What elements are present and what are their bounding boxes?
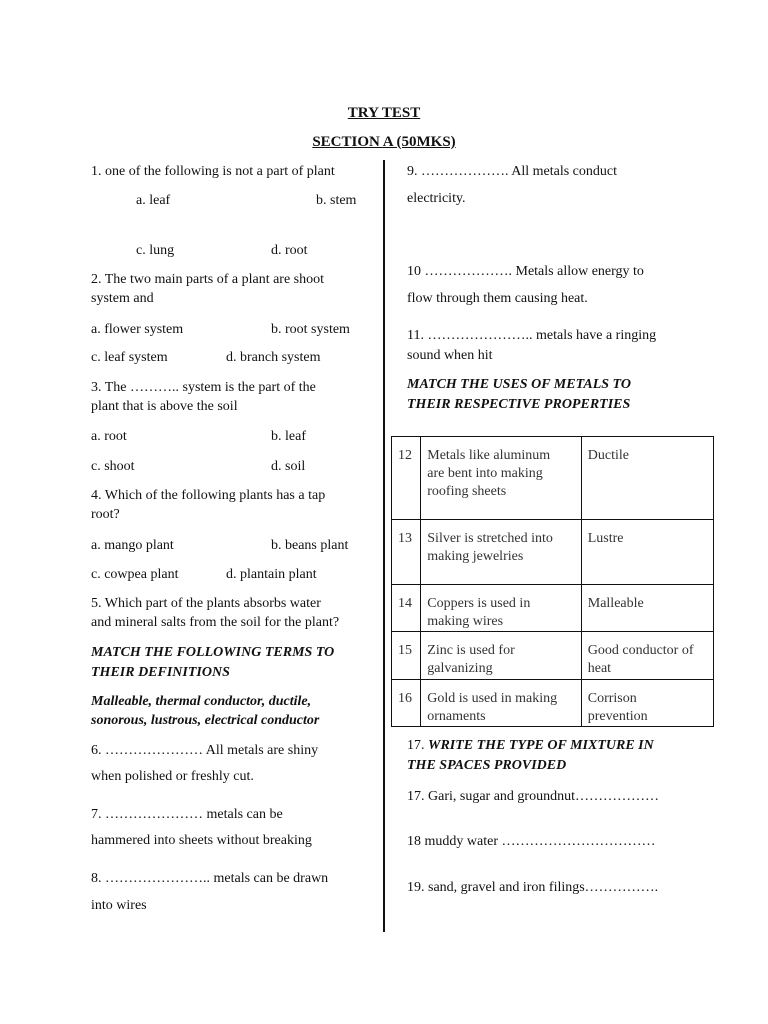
- q4-option-b: b. beans plant: [271, 538, 349, 553]
- q10-text-line1: 10 ………………. Metals allow energy to: [407, 264, 644, 279]
- q1-option-c: c. lung: [136, 243, 175, 258]
- q1-text: 1. one of the following is not a part of plant: [91, 164, 335, 179]
- q9-text-line1: 9. ………………. All metals conduct: [407, 164, 617, 179]
- property-line: Corrison: [587, 691, 637, 706]
- q17-text: 17. Gari, sugar and groundnut………………: [407, 789, 659, 804]
- q2-option-a: a. flower system: [91, 322, 184, 337]
- use-line: Coppers is used in: [427, 596, 531, 611]
- use-cell: [421, 680, 581, 727]
- q7-text-line1: 7. ………………… metals can be: [91, 807, 283, 822]
- q4-option-c: c. cowpea plant: [91, 567, 179, 582]
- terms-list-line1: Malleable, thermal conductor, ductile,: [91, 694, 312, 709]
- use-cell: [421, 585, 581, 632]
- terms-list-line2: sonorous, lustrous, electrical conductor: [91, 713, 320, 728]
- property-cell: [581, 585, 713, 632]
- q8-text-line1: 8. ………………….. metals can be drawn: [91, 871, 329, 886]
- property-cell: [581, 680, 713, 727]
- table-row: [392, 680, 714, 727]
- property-line: Malleable: [587, 596, 644, 611]
- row-number: 12: [392, 437, 421, 520]
- property-line: Ductile: [587, 448, 629, 463]
- use-line: Zinc is used for: [427, 643, 515, 658]
- mixture-heading-text: WRITE THE TYPE OF MIXTURE IN: [428, 738, 654, 753]
- row-number: 14: [392, 585, 421, 632]
- table-row: [392, 585, 714, 632]
- q2-text-line1: 2. The two main parts of a plant are shoot: [91, 272, 325, 287]
- q3-text-line1: 3. The ……….. system is the part of the: [91, 380, 316, 395]
- section-title: SECTION A (50MKS): [312, 134, 456, 150]
- q5-text-line1: 5. Which part of the plants absorbs water: [91, 596, 321, 611]
- table-row: [392, 520, 714, 585]
- column-divider: [383, 160, 385, 932]
- q4-text-line1: 4. Which of the following plants has a tap: [91, 488, 326, 503]
- q3-option-a: a. root: [91, 429, 127, 444]
- q1-option-b: b. stem: [316, 193, 357, 208]
- property-line: heat: [587, 661, 612, 676]
- q11-text-line2: sound when hit: [407, 348, 493, 363]
- row-number: 16: [392, 680, 421, 727]
- q2-text-line2: system and: [91, 291, 154, 306]
- use-line: roofing sheets: [427, 484, 507, 499]
- property-line: prevention: [587, 709, 648, 724]
- q9-text-line2: electricity.: [407, 191, 466, 206]
- q5-text-line2: and mineral salts from the soil for the plant?: [91, 615, 340, 630]
- property-cell: [581, 437, 713, 520]
- table-row: [392, 437, 714, 520]
- property-cell: [581, 520, 713, 585]
- use-line: Silver is stretched into: [427, 531, 553, 546]
- use-line: galvanizing: [427, 661, 493, 676]
- property-line: Good conductor of: [587, 643, 694, 658]
- match-uses-heading-line1: MATCH THE USES OF METALS TO: [407, 377, 631, 392]
- use-cell: [421, 520, 581, 585]
- use-line: are bent into making: [427, 466, 543, 481]
- mixture-heading-line1: [407, 737, 654, 755]
- q1-option-a: a. leaf: [136, 193, 171, 208]
- use-line: Gold is used in making: [427, 691, 558, 706]
- q8-text-line2: into wires: [91, 898, 147, 913]
- match-terms-heading-line1: MATCH THE FOLLOWING TERMS TO: [91, 645, 335, 660]
- q4-option-a: a. mango plant: [91, 538, 174, 553]
- mixture-heading-line2: THE SPACES PROVIDED: [407, 758, 567, 773]
- use-line: making jewelries: [427, 549, 524, 564]
- q7-text-line2: hammered into sheets without breaking: [91, 833, 312, 848]
- q11-text-line1: 11. ………………….. metals have a ringing: [407, 328, 657, 343]
- q6-text-line1: 6. ………………… All metals are shiny: [91, 743, 319, 758]
- q2-option-d: d. branch system: [226, 350, 321, 365]
- q4-text-line2: root?: [91, 507, 120, 522]
- q19-text: 19. sand, gravel and iron filings…………….: [407, 880, 659, 895]
- page-title: TRY TEST: [347, 105, 421, 121]
- q4-option-d: d. plantain plant: [226, 567, 317, 582]
- q10-text-line2: flow through them causing heat.: [407, 291, 588, 306]
- q2-option-b: b. root system: [271, 322, 350, 337]
- row-number: 13: [392, 520, 421, 585]
- q3-option-d: d. soil: [271, 459, 306, 474]
- q6-text-line2: when polished or freshly cut.: [91, 769, 254, 784]
- row-number: 15: [392, 632, 421, 680]
- use-line: making wires: [427, 614, 504, 629]
- match-terms-heading-line2: THEIR DEFINITIONS: [91, 665, 230, 680]
- q3-option-b: b. leaf: [271, 429, 306, 444]
- uses-properties-table: [391, 436, 714, 727]
- q2-option-c: c. leaf system: [91, 350, 168, 365]
- property-cell: [581, 632, 713, 680]
- match-uses-heading-line2: THEIR RESPECTIVE PROPERTIES: [407, 397, 631, 412]
- table-row: [392, 632, 714, 680]
- mixture-heading-prefix: 17.: [407, 738, 428, 753]
- use-line: ornaments: [427, 709, 486, 724]
- q3-text-line2: plant that is above the soil: [91, 399, 238, 414]
- property-line: Lustre: [587, 531, 624, 546]
- q3-option-c: c. shoot: [91, 459, 135, 474]
- q1-option-d: d. root: [271, 243, 308, 258]
- use-line: Metals like aluminum: [427, 448, 551, 463]
- q18-text: 18 muddy water ……………………………: [407, 834, 656, 849]
- use-cell: [421, 632, 581, 680]
- use-cell: [421, 437, 581, 520]
